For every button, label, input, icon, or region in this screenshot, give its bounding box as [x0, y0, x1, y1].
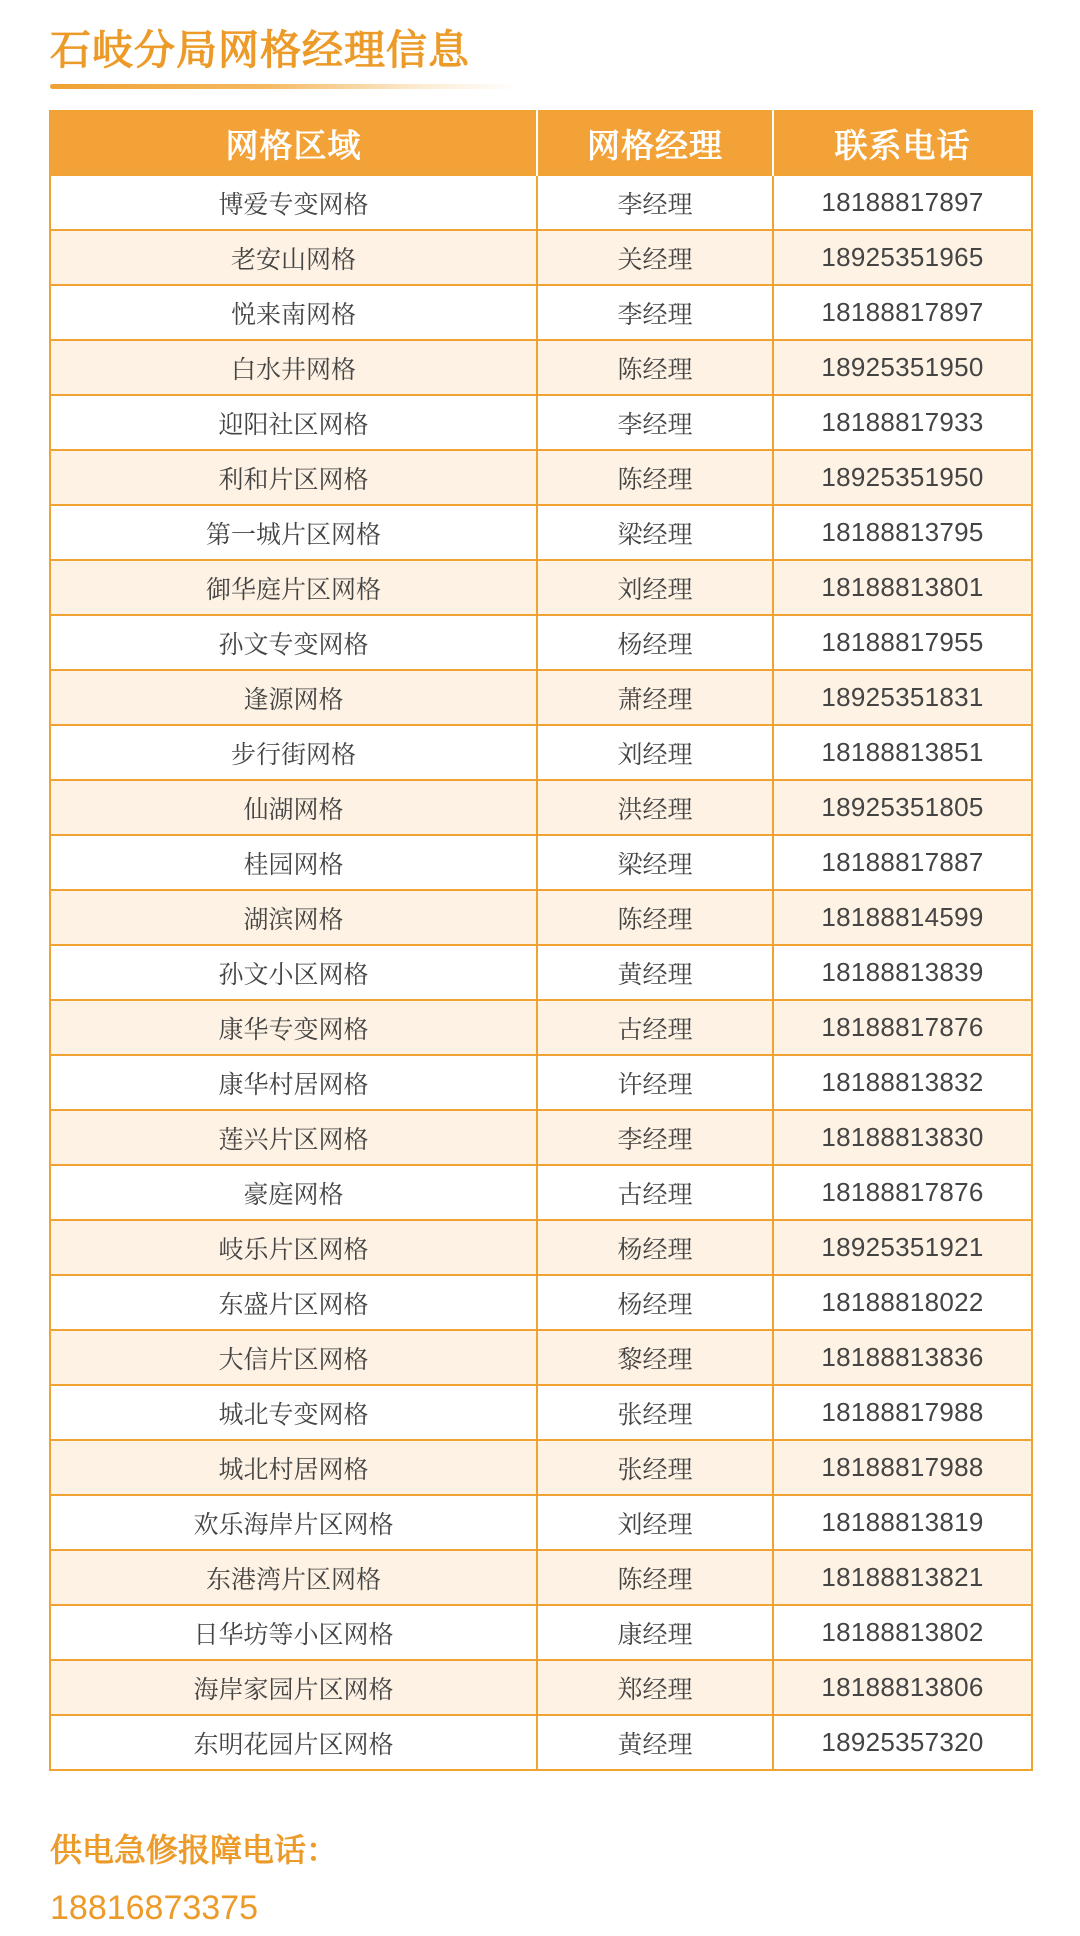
cell-manager-name: 梁经理: [537, 505, 773, 560]
cell-grid-area: 御华庭片区网格: [50, 560, 537, 615]
cell-manager-name: 古经理: [537, 1165, 773, 1220]
cell-phone-number[interactable]: 18188813830: [773, 1110, 1032, 1165]
cell-grid-area: 仙湖网格: [50, 780, 537, 835]
cell-phone-number[interactable]: 18925351831: [773, 670, 1032, 725]
table-row: [50, 1660, 1032, 1715]
table-row: [50, 450, 1032, 505]
cell-phone-number[interactable]: 18188813802: [773, 1605, 1032, 1660]
cell-grid-area: 迎阳社区网格: [50, 395, 537, 450]
cell-manager-name: 刘经理: [537, 1495, 773, 1550]
cell-phone-number[interactable]: 18188817988: [773, 1440, 1032, 1495]
table-row: [50, 505, 1032, 560]
column-header-area: 网格区域: [50, 111, 537, 175]
cell-phone-number[interactable]: 18925351950: [773, 450, 1032, 505]
cell-manager-name: 陈经理: [537, 890, 773, 945]
cell-phone-number[interactable]: 18188817876: [773, 1000, 1032, 1055]
cell-grid-area: 岐乐片区网格: [50, 1220, 537, 1275]
cell-phone-number[interactable]: 18188813851: [773, 725, 1032, 780]
table-header-row: [50, 111, 1032, 175]
table-row: [50, 1605, 1032, 1660]
cell-manager-name: 李经理: [537, 285, 773, 340]
table-row: [50, 1220, 1032, 1275]
table-row: [50, 1550, 1032, 1605]
cell-grid-area: 白水井网格: [50, 340, 537, 395]
cell-grid-area: 利和片区网格: [50, 450, 537, 505]
cell-manager-name: 李经理: [537, 1110, 773, 1165]
cell-phone-number[interactable]: 18925351950: [773, 340, 1032, 395]
cell-phone-number[interactable]: 18925351965: [773, 230, 1032, 285]
cell-phone-number[interactable]: 18925357320: [773, 1715, 1032, 1770]
cell-grid-area: 欢乐海岸片区网格: [50, 1495, 537, 1550]
cell-phone-number[interactable]: 18188817876: [773, 1165, 1032, 1220]
table-row: [50, 1165, 1032, 1220]
cell-grid-area: 日华坊等小区网格: [50, 1605, 537, 1660]
table-row: [50, 340, 1032, 395]
cell-manager-name: 洪经理: [537, 780, 773, 835]
grid-manager-table: [49, 110, 1033, 1771]
table-row: [50, 670, 1032, 725]
cell-grid-area: 悦来南网格: [50, 285, 537, 340]
cell-grid-area: 桂园网格: [50, 835, 537, 890]
table-row: [50, 1385, 1032, 1440]
cell-grid-area: 孙文专变网格: [50, 615, 537, 670]
table-row: [50, 945, 1032, 1000]
table-row: [50, 890, 1032, 945]
cell-phone-number[interactable]: 18188813801: [773, 560, 1032, 615]
cell-manager-name: 古经理: [537, 1000, 773, 1055]
cell-phone-number[interactable]: 18188818022: [773, 1275, 1032, 1330]
cell-phone-number[interactable]: 18188817955: [773, 615, 1032, 670]
cell-manager-name: 郑经理: [537, 1660, 773, 1715]
cell-manager-name: 康经理: [537, 1605, 773, 1660]
table-row: [50, 1055, 1032, 1110]
cell-phone-number[interactable]: 18188814599: [773, 890, 1032, 945]
cell-manager-name: 张经理: [537, 1385, 773, 1440]
cell-manager-name: 张经理: [537, 1440, 773, 1495]
hotline-label: 供电急修报障电话：: [50, 1831, 339, 1869]
cell-manager-name: 刘经理: [537, 560, 773, 615]
cell-grid-area: 逢源网格: [50, 670, 537, 725]
table-row: [50, 560, 1032, 615]
cell-grid-area: 城北村居网格: [50, 1440, 537, 1495]
cell-grid-area: 豪庭网格: [50, 1165, 537, 1220]
table-row: [50, 1330, 1032, 1385]
cell-manager-name: 萧经理: [537, 670, 773, 725]
cell-grid-area: 步行街网格: [50, 725, 537, 780]
table-row: [50, 615, 1032, 670]
cell-phone-number[interactable]: 18188817897: [773, 175, 1032, 230]
cell-manager-name: 黄经理: [537, 1715, 773, 1770]
cell-manager-name: 刘经理: [537, 725, 773, 780]
cell-grid-area: 东盛片区网格: [50, 1275, 537, 1330]
cell-grid-area: 孙文小区网格: [50, 945, 537, 1000]
cell-grid-area: 第一城片区网格: [50, 505, 537, 560]
cell-manager-name: 李经理: [537, 395, 773, 450]
cell-phone-number[interactable]: 18188813821: [773, 1550, 1032, 1605]
cell-manager-name: 陈经理: [537, 1550, 773, 1605]
cell-manager-name: 黎经理: [537, 1330, 773, 1385]
cell-manager-name: 陈经理: [537, 340, 773, 395]
column-header-phone: 联系电话: [773, 111, 1032, 175]
cell-phone-number[interactable]: 18188813806: [773, 1660, 1032, 1715]
column-header-manager: 网格经理: [537, 111, 773, 175]
table-row: [50, 175, 1032, 230]
cell-manager-name: 杨经理: [537, 615, 773, 670]
cell-phone-number[interactable]: 18188817988: [773, 1385, 1032, 1440]
table-body: [50, 175, 1032, 1770]
table-row: [50, 1495, 1032, 1550]
cell-phone-number[interactable]: 18925351805: [773, 780, 1032, 835]
cell-phone-number[interactable]: 18188817933: [773, 395, 1032, 450]
cell-grid-area: 大信片区网格: [50, 1330, 537, 1385]
cell-grid-area: 博爱专变网格: [50, 175, 537, 230]
cell-manager-name: 杨经理: [537, 1220, 773, 1275]
cell-manager-name: 杨经理: [537, 1275, 773, 1330]
cell-grid-area: 海岸家园片区网格: [50, 1660, 537, 1715]
table-row: [50, 725, 1032, 780]
cell-manager-name: 李经理: [537, 175, 773, 230]
cell-manager-name: 许经理: [537, 1055, 773, 1110]
cell-phone-number[interactable]: 18188813819: [773, 1495, 1032, 1550]
cell-grid-area: 东明花园片区网格: [50, 1715, 537, 1770]
cell-phone-number[interactable]: 18925351921: [773, 1220, 1032, 1275]
table-row: [50, 395, 1032, 450]
hotline-number[interactable]: 18816873375: [50, 1889, 259, 1927]
title-underline: [50, 84, 520, 89]
cell-grid-area: 湖滨网格: [50, 890, 537, 945]
table-header: [50, 111, 1032, 175]
cell-grid-area: 康华村居网格: [50, 1055, 537, 1110]
cell-manager-name: 关经理: [537, 230, 773, 285]
table-row: [50, 1440, 1032, 1495]
cell-manager-name: 黄经理: [537, 945, 773, 1000]
cell-manager-name: 梁经理: [537, 835, 773, 890]
cell-phone-number[interactable]: 18188817887: [773, 835, 1032, 890]
cell-manager-name: 陈经理: [537, 450, 773, 505]
table-row: [50, 285, 1032, 340]
cell-grid-area: 老安山网格: [50, 230, 537, 285]
cell-phone-number[interactable]: 18188813839: [773, 945, 1032, 1000]
table-row: [50, 780, 1032, 835]
table-row: [50, 1715, 1032, 1770]
cell-phone-number[interactable]: 18188813836: [773, 1330, 1032, 1385]
cell-grid-area: 城北专变网格: [50, 1385, 537, 1440]
cell-grid-area: 康华专变网格: [50, 1000, 537, 1055]
table-row: [50, 1000, 1032, 1055]
cell-grid-area: 东港湾片区网格: [50, 1550, 537, 1605]
cell-phone-number[interactable]: 18188813832: [773, 1055, 1032, 1110]
cell-grid-area: 莲兴片区网格: [50, 1110, 537, 1165]
page-title: 石岐分局网格经理信息: [50, 26, 470, 74]
cell-phone-number[interactable]: 18188813795: [773, 505, 1032, 560]
table-row: [50, 230, 1032, 285]
table-row: [50, 1275, 1032, 1330]
table-row: [50, 1110, 1032, 1165]
cell-phone-number[interactable]: 18188817897: [773, 285, 1032, 340]
table-row: [50, 835, 1032, 890]
